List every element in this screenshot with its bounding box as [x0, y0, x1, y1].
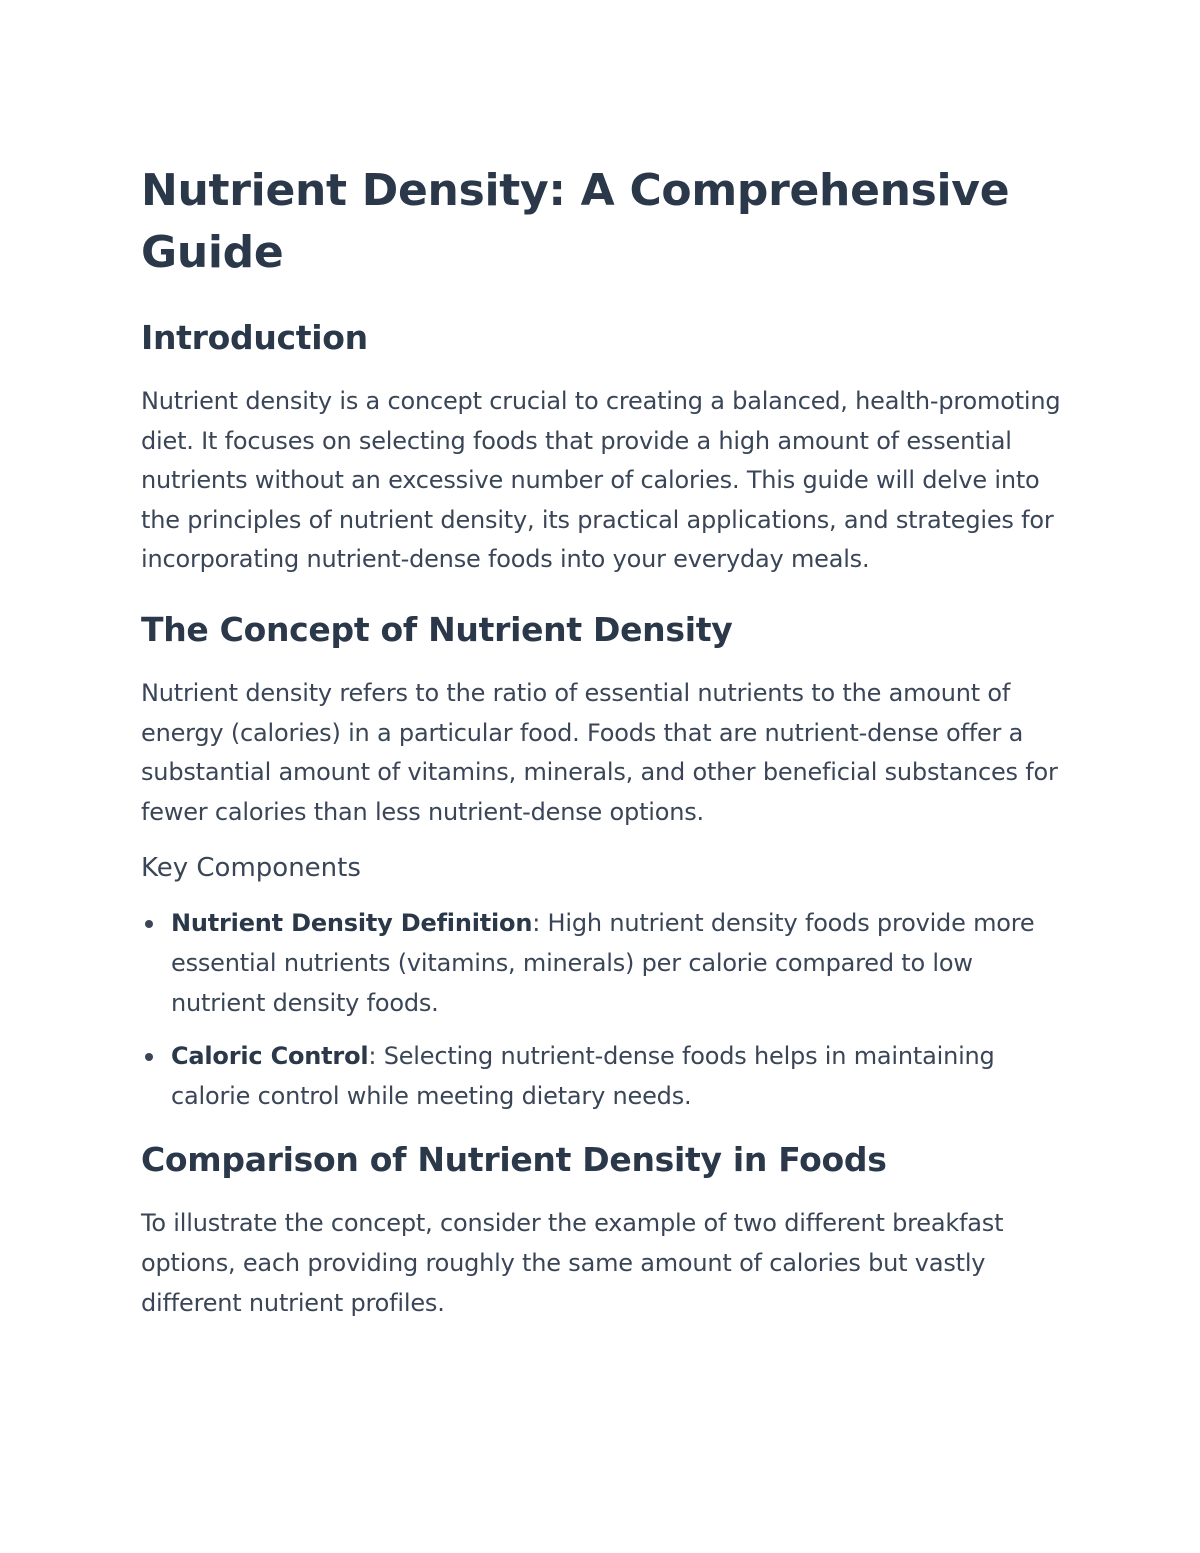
- document-page: [141, 160, 1071, 1323]
- list-item-text: : High nutrient density foods provide more essential nutrients (vitamins, minerals) per calorie compared to low nutrient density foods.: [171, 909, 1035, 1017]
- section-heading-introduction: Introduction: [141, 318, 368, 357]
- comparison-paragraph: To illustrate the concept, consider the example of two different breakfast options, each providing roughly the same amount of calories but vastly different nutrient profiles.: [141, 1209, 1004, 1317]
- page-title: Nutrient Density: A Comprehensive Guide: [141, 165, 1010, 278]
- list-item: [171, 904, 1071, 1023]
- section-heading-concept: The Concept of Nutrient Density: [141, 609, 733, 649]
- introduction-paragraph: Nutrient density is a concept crucial to creating a balanced, health-promoting diet. It focuses on selecting foods that provide a high amount of essential nutrients without an excessive number of calories. This guide will delve into the principles of nutrient density, its practical applications, and strategies for incorporating nutrient-dense foods into your everyday meals.: [141, 387, 1061, 574]
- list-item-term: Caloric Control: [171, 1042, 369, 1071]
- key-components-list: [141, 904, 1071, 1116]
- list-item: [171, 1037, 1071, 1116]
- concept-paragraph: Nutrient density refers to the ratio of essential nutrients to the amount of energy (calories) in a particular food. Foods that are nutrient-dense offer a substantial amount of vitamins, minerals, and other beneficial substances for fewer calories than less nutrient-dense options.: [141, 678, 1058, 826]
- subheading-key-components: Key Components: [141, 853, 361, 884]
- list-item-text: : Selecting nutrient-dense foods helps in maintaining calorie control while meeting dietary needs.: [171, 1042, 995, 1110]
- section-heading-comparison: Comparison of Nutrient Density in Foods: [141, 1140, 887, 1180]
- list-item-term: Nutrient Density Definition: [171, 909, 533, 938]
